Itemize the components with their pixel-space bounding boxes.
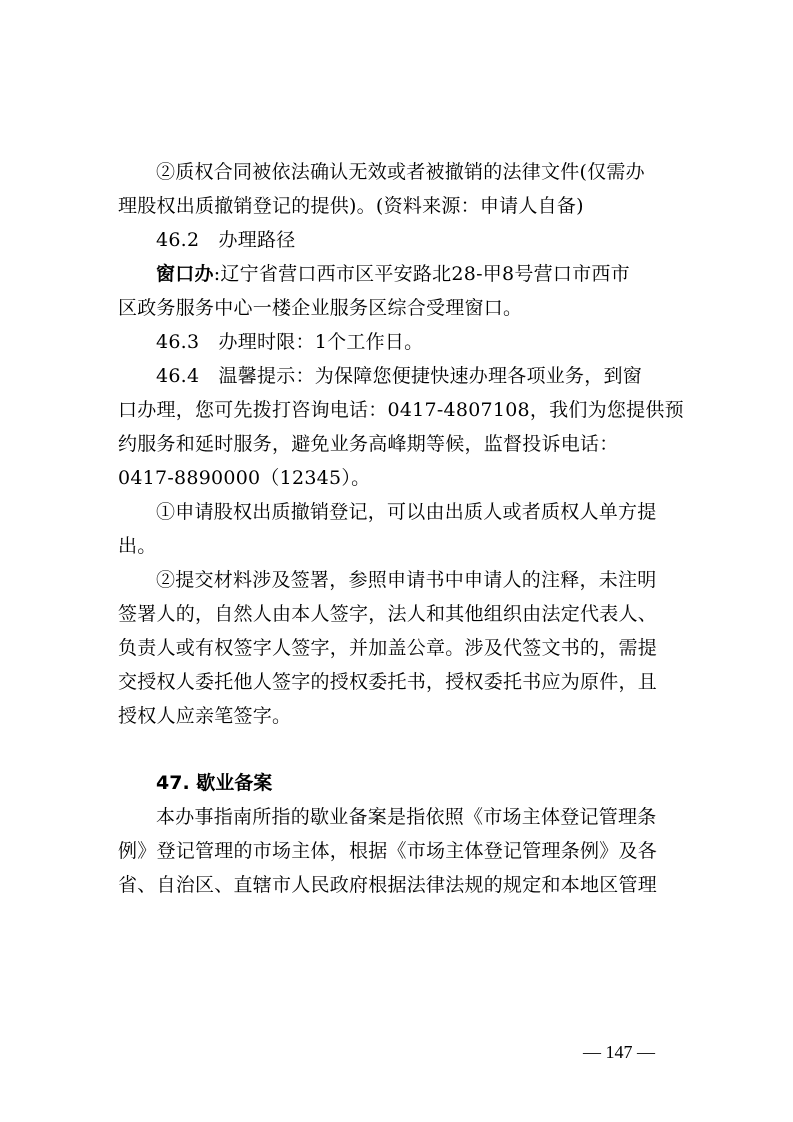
window-address: :辽宁省营口西市区平安路北28-甲8号营口市西市 <box>213 263 630 285</box>
paragraph-line: ①申请股权出质撤销登记，可以由出质人或者质权人单方提 <box>156 501 657 523</box>
paragraph-line: ②提交材料涉及签署，参照申请书中申请人的注释，未注明 <box>156 569 657 591</box>
paragraph-line: 省、自治区、直辖市人民政府根据法律法规的规定和本地区管理 <box>118 874 658 896</box>
paragraph-line: 理股权出质撤销登记的提供)。(资料来源：申请人自备) <box>118 195 584 217</box>
section-heading-46-2: 46.2 办理路径 <box>156 229 296 251</box>
section-heading-46-4: 46.4 温馨提示：为保障您便捷快速办理各项业务，到窗 <box>156 365 643 387</box>
paragraph-line: 约服务和延时服务，避免业务高峰期等候，监督投诉电话： <box>118 433 619 455</box>
paragraph-line: 签署人的，自然人由本人签字，法人和其他组织由法定代表人、 <box>118 603 658 625</box>
paragraph-line: 0417-8890000（12345）。 <box>118 467 371 489</box>
paragraph-line: 区政务服务中心一楼企业服务区综合受理窗口。 <box>118 297 523 319</box>
page-number: — 147 — <box>583 1042 655 1062</box>
paragraph-line: 负责人或有权签字人签字，并加盖公章。涉及代签文书的，需提 <box>118 637 658 659</box>
section-heading-46-3: 46.3 办理时限：1个工作日。 <box>156 331 424 353</box>
paragraph-line: 口办理，您可先拨打咨询电话：0417-4807108，我们为您提供预 <box>118 399 684 421</box>
window-label: 窗口办 <box>156 263 214 285</box>
paragraph-line: 出。 <box>118 535 157 557</box>
paragraph-line <box>118 257 676 291</box>
paragraph-line: 交授权人委托他人签字的授权委托书，授权委托书应为原件，且 <box>118 671 658 693</box>
paragraph-line: ②质权合同被依法确认无效或者被撤销的法律文件(仅需办 <box>156 161 645 183</box>
paragraph-line: 授权人应亲笔签字。 <box>118 705 292 727</box>
section-gap <box>118 733 676 766</box>
section-heading-47: 47. 歇业备案 <box>156 772 273 794</box>
paragraph-line: 本办事指南所指的歇业备案是指依照《市场主体登记管理条 <box>156 806 657 828</box>
document-body <box>118 155 684 902</box>
paragraph-line: 例》登记管理的市场主体，根据《市场主体登记管理条例》及各 <box>118 840 658 862</box>
